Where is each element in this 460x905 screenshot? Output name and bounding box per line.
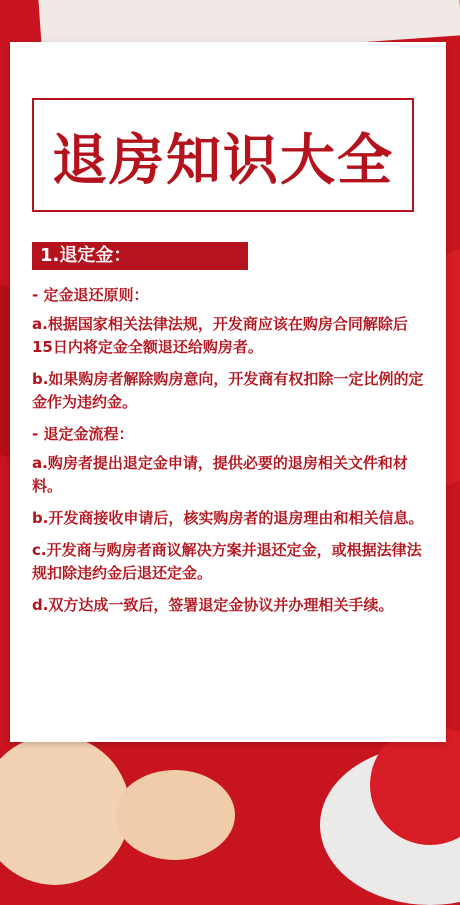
paragraph-principle-a: a.根据国家相关法律法规，开发商应该在购房合同解除后15日内将定金全额退还给购房者。 [32,315,408,356]
title-frame [32,98,414,212]
decor-circle-center [115,770,235,860]
subhead-process: - 退定金流程： [32,425,134,443]
section-heading: 1.退定金： [32,242,248,270]
paragraph-process-c: c.开发商与购房者商议解决方案并退还定金，或根据法律法规扣除违约金后退还定金。 [32,541,422,582]
paragraph-process-a: a.购房者提出退定金申请，提供必要的退房相关文件和材料。 [32,454,408,495]
paragraph-process-b: b.开发商接收申请后，核实购房者的退房理由和相关信息。 [32,509,424,527]
content-card [10,42,446,742]
paragraph-principle-b: b.如果购房者解除购房意向，开发商有权扣除一定比例的定金作为违约金。 [32,370,424,411]
section-content [32,284,424,626]
paragraph-process-d: d.双方达成一致后，签署退定金协议并办理相关手续。 [32,596,394,614]
subhead-principle: - 定金退还原则： [32,286,149,304]
decor-circle-left [0,735,130,885]
page-title: 退房知识大全 [51,127,394,192]
